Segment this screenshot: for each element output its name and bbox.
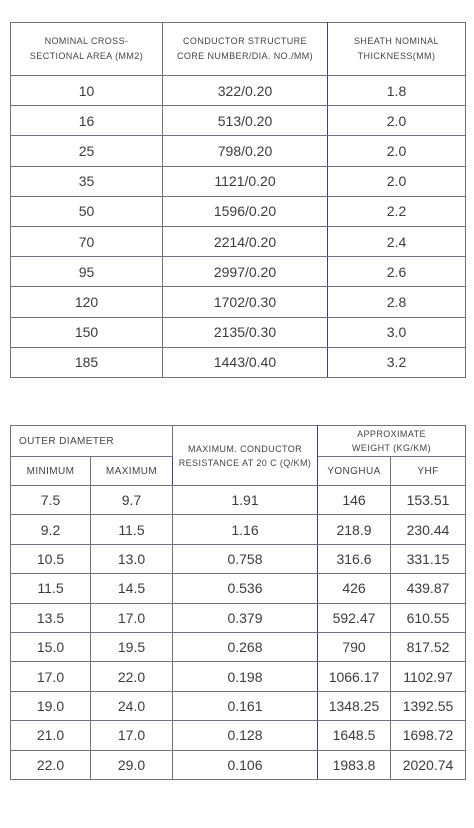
table-row <box>11 662 466 691</box>
table-cell: 17.0 <box>91 721 173 750</box>
table-row <box>11 317 466 347</box>
table-cell: 0.536 <box>173 574 318 603</box>
table-cell: 21.0 <box>11 721 91 750</box>
header-sheath-thickness <box>328 23 466 76</box>
table-cell: 150 <box>11 317 163 347</box>
table-cell: 9.7 <box>91 486 173 515</box>
table-cell: 1596/0.20 <box>163 196 328 226</box>
table-row <box>11 347 466 377</box>
table-cell: 153.51 <box>391 486 466 515</box>
header-minimum: MINIMUM <box>11 457 91 486</box>
table-cell: 120 <box>11 287 163 317</box>
header-line: CONDUCTOR STRUCTURE <box>183 36 307 46</box>
header-approx-weight <box>318 426 466 457</box>
table-cell: 331.15 <box>391 544 466 573</box>
table-cell: 817.52 <box>391 632 466 661</box>
cable-spec-body <box>11 76 466 378</box>
table-cell: 3.0 <box>328 317 466 347</box>
header-line: NOMINAL CROSS- <box>44 36 129 46</box>
table-cell: 592.47 <box>318 603 391 632</box>
table-cell: 19.5 <box>91 632 173 661</box>
table-cell: 1698.72 <box>391 721 466 750</box>
table-cell: 0.758 <box>173 544 318 573</box>
table-cell: 2.4 <box>328 226 466 256</box>
header-line: SECTIONAL AREA (MM2) <box>29 51 144 61</box>
table-row <box>11 750 466 779</box>
table-cell: 13.0 <box>91 544 173 573</box>
table-cell: 10.5 <box>11 544 91 573</box>
table-cell: 1392.55 <box>391 691 466 720</box>
table-cell: 22.0 <box>91 662 173 691</box>
table-cell: 230.44 <box>391 515 466 544</box>
table-cell: 7.5 <box>11 486 91 515</box>
electrical-weight-table <box>10 425 466 780</box>
header-line: WEIGHT (KG/KM) <box>352 443 431 453</box>
header-outer-diameter: OUTER DIAMETER <box>11 426 173 457</box>
table-cell: 316.6 <box>318 544 391 573</box>
table-cell: 2.0 <box>328 106 466 136</box>
table-cell: 439.87 <box>391 574 466 603</box>
table-cell: 1121/0.20 <box>163 166 328 196</box>
table-cell: 11.5 <box>91 515 173 544</box>
table-cell: 11.5 <box>11 574 91 603</box>
table-cell: 1066.17 <box>318 662 391 691</box>
header-conductor-structure <box>163 23 328 76</box>
table-cell: 1.8 <box>328 76 466 106</box>
table-cell: 2.2 <box>328 196 466 226</box>
table-cell: 1983.8 <box>318 750 391 779</box>
table-cell: 1348.25 <box>318 691 391 720</box>
table-cell: 2214/0.20 <box>163 226 328 256</box>
table-row <box>11 574 466 603</box>
table-row <box>11 166 466 196</box>
header-max-resistance <box>173 426 318 486</box>
table-cell: 16 <box>11 106 163 136</box>
electrical-weight-body <box>11 486 466 780</box>
header-line: RESISTANCE AT 20 C (Q/KM) <box>178 457 312 468</box>
table-cell: 14.5 <box>91 574 173 603</box>
table-cell: 0.106 <box>173 750 318 779</box>
table-cell: 1102.97 <box>391 662 466 691</box>
table-cell: 2.0 <box>328 166 466 196</box>
table-cell: 2997/0.20 <box>163 257 328 287</box>
table-row <box>11 544 466 573</box>
header-line: MAXIMUM. CONDUCTOR <box>187 443 303 454</box>
table-cell: 185 <box>11 347 163 377</box>
table-cell: 1.16 <box>173 515 318 544</box>
table-cell: 35 <box>11 166 163 196</box>
header-nominal-area <box>11 23 163 76</box>
table-cell: 2.0 <box>328 136 466 166</box>
table-row <box>11 515 466 544</box>
table-cell: 2020.74 <box>391 750 466 779</box>
table-cell: 15.0 <box>11 632 91 661</box>
table-row <box>11 136 466 166</box>
table-row <box>11 721 466 750</box>
table-cell: 10 <box>11 76 163 106</box>
table-cell: 0.198 <box>173 662 318 691</box>
table-row <box>11 603 466 632</box>
header-line: THICKNESS(MM) <box>357 51 436 61</box>
table-cell: 1648.5 <box>318 721 391 750</box>
table-cell: 9.2 <box>11 515 91 544</box>
table-row <box>11 287 466 317</box>
table-cell: 218.9 <box>318 515 391 544</box>
table-cell: 1.91 <box>173 486 318 515</box>
table-cell: 29.0 <box>91 750 173 779</box>
table-row <box>11 632 466 661</box>
header-line: APPROXIMATE <box>357 429 426 439</box>
table-cell: 22.0 <box>11 750 91 779</box>
table-row <box>11 486 466 515</box>
table-cell: 1702/0.30 <box>163 287 328 317</box>
table-cell: 70 <box>11 226 163 256</box>
table-cell: 0.128 <box>173 721 318 750</box>
table-cell: 513/0.20 <box>163 106 328 136</box>
table-cell: 95 <box>11 257 163 287</box>
table-cell: 2135/0.30 <box>163 317 328 347</box>
table-cell: 19.0 <box>11 691 91 720</box>
table-row <box>11 76 466 106</box>
table-row <box>11 257 466 287</box>
table-cell: 0.161 <box>173 691 318 720</box>
table-row <box>11 106 466 136</box>
table-cell: 0.268 <box>173 632 318 661</box>
table-cell: 790 <box>318 632 391 661</box>
table-cell: 13.5 <box>11 603 91 632</box>
table-cell: 610.55 <box>391 603 466 632</box>
table-row <box>11 196 466 226</box>
table-cell: 322/0.20 <box>163 76 328 106</box>
table-cell: 426 <box>318 574 391 603</box>
table-cell: 1443/0.40 <box>163 347 328 377</box>
table-cell: 24.0 <box>91 691 173 720</box>
table-cell: 50 <box>11 196 163 226</box>
table-row <box>11 226 466 256</box>
table-cell: 0.379 <box>173 603 318 632</box>
table-cell: 17.0 <box>91 603 173 632</box>
table-cell: 798/0.20 <box>163 136 328 166</box>
header-line: SHEATH NOMINAL <box>354 36 439 46</box>
header-yhf: YHF <box>391 457 466 486</box>
table-row <box>11 691 466 720</box>
table-cell: 25 <box>11 136 163 166</box>
header-maximum: MAXIMUM <box>91 457 173 486</box>
table-cell: 146 <box>318 486 391 515</box>
table-cell: 3.2 <box>328 347 466 377</box>
header-line: CORE NUMBER/DIA. NO./MM) <box>176 51 314 61</box>
header-yonghua: YONGHUA <box>318 457 391 486</box>
table-cell: 2.6 <box>328 257 466 287</box>
cable-spec-table <box>10 22 466 378</box>
table-cell: 2.8 <box>328 287 466 317</box>
table-cell: 17.0 <box>11 662 91 691</box>
